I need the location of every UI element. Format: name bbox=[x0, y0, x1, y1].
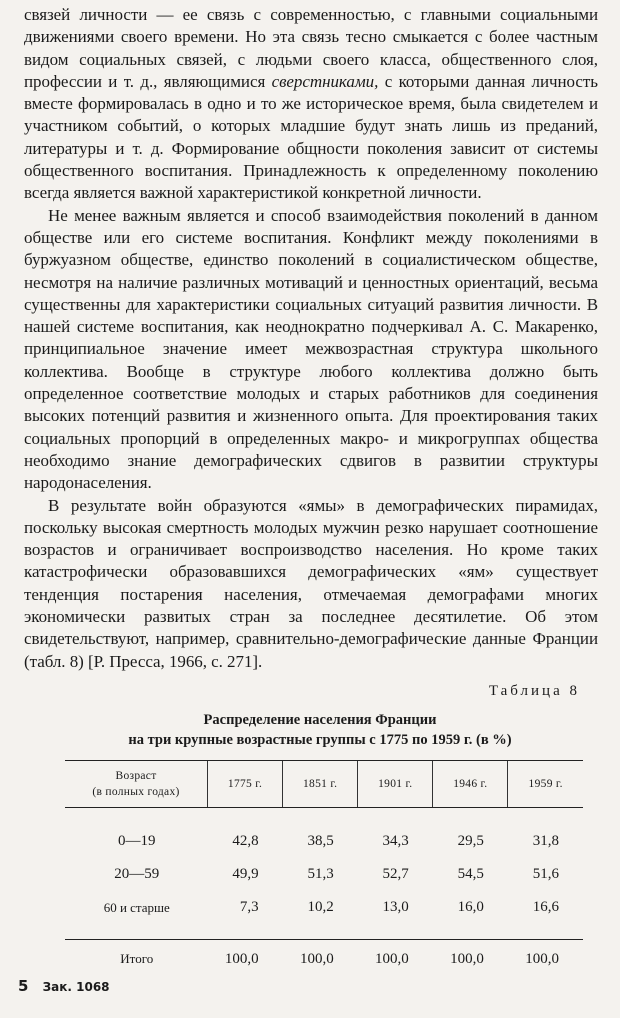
table-cell: 42,8 bbox=[232, 833, 259, 849]
row-label: 0—19 bbox=[118, 833, 156, 849]
table-cell: 51,6 bbox=[532, 866, 559, 882]
total-cell: 100,0 bbox=[358, 940, 433, 979]
paragraph-2: Не менее важным является и способ взаимодействия поколений в данном обществе или его системе воспитания. Конфликт между поколениями в буржуазном обществе, единство поколений в социалистическом обществе, несмотря на наличие различных мотиваций и ценностных ориентаций, весьма существенны для характеристики социальных ситуаций развития личности. В нашей системе воспитания, как неоднократно подчеркивал А. С. Макаренко, принципиальное значение имеет межвозрастная структура школьного коллектива. Вообще в структуре любого коллектива должно быть определенное соответствие молодых и старых работников для соединения высоких потенций развития и жизненного опыта. Для проектирования таких социальных пропорций в определенных макро- и микрогруппах общества необходимо знание демографических сдвигов в развитии структуры народонаселения. bbox=[24, 205, 598, 493]
table-cell: 52,7 bbox=[382, 866, 409, 882]
table-caption-line-2: на три крупные возрастные группы с 1775 по 1959 г. (в %) bbox=[128, 732, 512, 748]
row-label: 20—59 bbox=[114, 866, 160, 882]
paragraph-1-end: с которыми данная личность вместе формировалась в одно и то же историческое время, была свидетелем и участником событий, о которых младшие будут знать лишь из преданий, литературы и т. д. Формирование общности поколения зависит от системы общественного воспитания. Принадлежность к определенному поколению всегда является важной характеристикой конкретной личности. bbox=[24, 71, 598, 203]
total-cell: 100,0 bbox=[433, 940, 508, 979]
age-column-header bbox=[65, 761, 208, 808]
table-cell: 54,5 bbox=[457, 866, 484, 882]
table-cell: 34,3 bbox=[382, 833, 409, 849]
year-header: 1775 г. bbox=[208, 761, 283, 808]
paragraph-1-start: связей личности — ее связь с современностью, с главными социальными движениями своего времени. Но эта связь тесно смыкается с более частным видом социальных связей, с людьми своего класса, общественного слоя, профессии и т. д., являющимися bbox=[24, 5, 598, 91]
total-cell: 100,0 bbox=[508, 940, 583, 979]
table-cell: 16,0 bbox=[457, 899, 484, 915]
age-header-line-1: Возраст bbox=[115, 770, 157, 782]
table-number-label: Таблица 8 bbox=[488, 683, 580, 699]
print-order: Зак. 1068 bbox=[42, 980, 110, 994]
table-total-row bbox=[65, 940, 583, 979]
total-label: Итого bbox=[65, 940, 208, 979]
table-row bbox=[65, 858, 583, 891]
table-cell: 31,8 bbox=[532, 833, 559, 849]
signature-number: 5 bbox=[18, 977, 29, 995]
year-header: 1901 г. bbox=[358, 761, 433, 808]
total-cell: 100,0 bbox=[208, 940, 283, 979]
table-cell: 51,3 bbox=[307, 866, 334, 882]
total-cell: 100,0 bbox=[283, 940, 358, 979]
table-cell: 7,3 bbox=[239, 899, 259, 915]
age-header-line-2: (в полных годах) bbox=[92, 786, 180, 798]
table-cell: 38,5 bbox=[307, 833, 334, 849]
table-cell: 49,9 bbox=[232, 866, 259, 882]
row-label: 60 и старше bbox=[103, 899, 170, 915]
table-row bbox=[65, 891, 583, 940]
paragraph-1-italic: сверстниками, bbox=[271, 71, 379, 91]
table-cell: 29,5 bbox=[457, 833, 484, 849]
year-header: 1959 г. bbox=[508, 761, 583, 808]
table-cell: 13,0 bbox=[382, 899, 409, 915]
year-header: 1851 г. bbox=[283, 761, 358, 808]
table-cell: 10,2 bbox=[307, 899, 334, 915]
population-table bbox=[65, 760, 583, 978]
body-text bbox=[24, 4, 598, 673]
year-header: 1946 г. bbox=[433, 761, 508, 808]
table-caption-line-1: Распределение населения Франции bbox=[203, 712, 437, 728]
table-header-row bbox=[65, 761, 583, 808]
table-cell: 16,6 bbox=[532, 899, 559, 915]
page-footer bbox=[18, 977, 110, 995]
table-row bbox=[65, 808, 583, 859]
paragraph-3: В результате войн образуются «ямы» в демографических пирамидах, поскольку высокая смертность молодых мужчин резко нарушает соотношение возрастов и ограничивает воспроизводство населения. Но кроме таких катастрофически образовавшихся демографических «ям» существует тенденция постарения населения, отмечаемая демографами многих экономически развитых стран за последнее десятилетие. Об этом свидетельствуют, например, сравнительно-демографические данные Франции (табл. 8) [Р. Пресса, 1966, с. 271]. bbox=[24, 495, 598, 671]
paragraph-1 bbox=[24, 4, 598, 205]
